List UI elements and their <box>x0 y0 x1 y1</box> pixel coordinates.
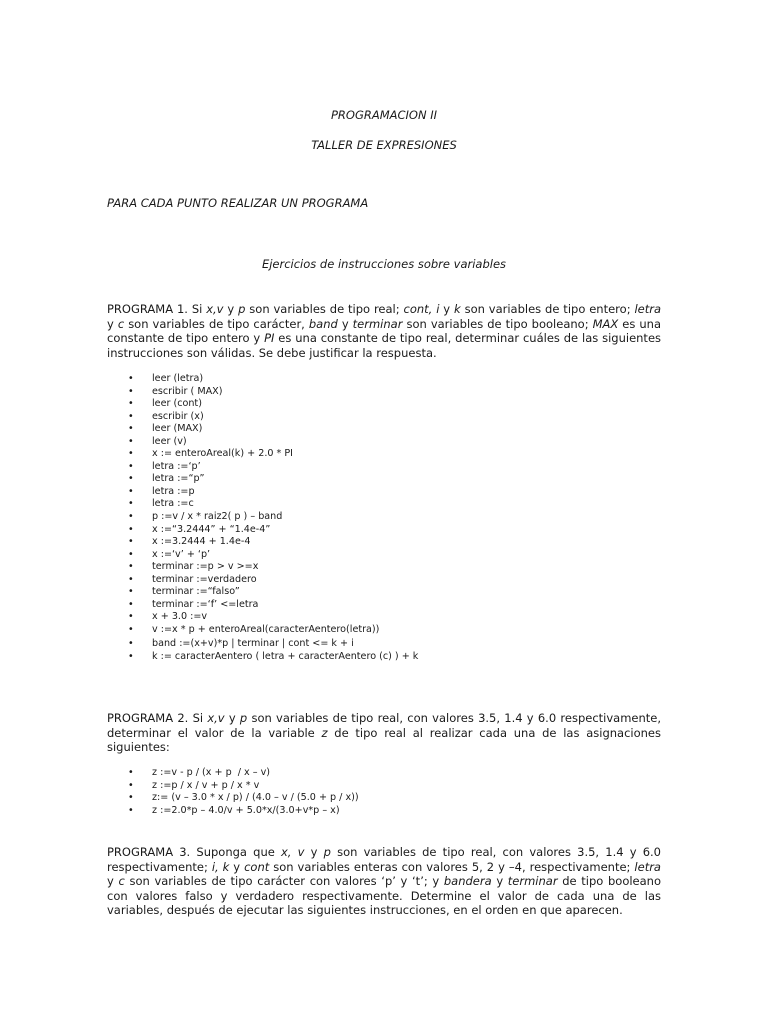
bullet-icon: • <box>128 651 134 663</box>
bullet-icon: • <box>128 385 134 397</box>
bullet-icon: • <box>128 410 134 422</box>
list-item: • z :=2.0*p – 4.0/v + 5.0*x/(3.0+v*p – x) <box>128 804 340 816</box>
programa-1-statement: PROGRAMA 1. Si x,v y p son variables de tipo real; cont, i y k son variables de tipo entero; letra y c son variables de tipo carácter, band y terminar son variables de tipo booleano; MAX es una constante de tipo entero y PI es una constante de tipo real, determinar cuáles de las siguientes instrucciones son válidas. Se debe justificar la respuesta. <box>107 302 662 360</box>
bullet-icon: • <box>128 573 134 585</box>
list-item: • x := enteroAreal(k) + 2.0 * PI <box>128 448 293 460</box>
bullet-icon: • <box>128 448 134 460</box>
bullet-icon: • <box>128 498 134 510</box>
programa-3-label: PROGRAMA 3. <box>107 845 191 859</box>
bullet-icon: • <box>128 779 134 791</box>
programa-1-instructions <box>128 373 418 664</box>
list-item: • band :=(x+v)*p | terminar | cont <= k + i <box>128 638 354 650</box>
list-item: • x :=“3.2444” + “1.4e-4” <box>128 523 271 535</box>
bullet-icon: • <box>128 398 134 410</box>
list-item: • z :=p / x / v + p / x * v <box>128 779 260 791</box>
list-item: • escribir (x) <box>128 410 204 422</box>
list-item: • terminar :=“falso” <box>128 586 240 598</box>
bullet-icon: • <box>128 511 134 523</box>
list-item: • k := caracterAentero ( letra + caracterAentero (c) ) + k <box>128 651 419 663</box>
list-item: • x :=‘v’ + ‘p’ <box>128 548 211 560</box>
list-item: • leer (MAX) <box>128 423 203 435</box>
list-item: • leer (v) <box>128 435 187 447</box>
list-item: • x + 3.0 :=v <box>128 611 208 623</box>
bullet-icon: • <box>128 767 134 778</box>
bullet-icon: • <box>128 611 134 623</box>
programa-1-label: PROGRAMA 1. <box>107 302 188 316</box>
bullet-icon: • <box>128 638 134 650</box>
bullet-icon: • <box>128 598 134 610</box>
workshop-title: TALLER DE EXPRESIONES <box>311 138 457 152</box>
bullet-icon: • <box>128 623 134 635</box>
list-item: • letra :=‘p’ <box>128 460 201 472</box>
list-item: • terminar :=p > v >=x <box>128 561 259 573</box>
list-item: • z:= (v – 3.0 * x / p) / (4.0 – v / (5.0 + p / x)) <box>128 792 359 804</box>
list-item: • letra :=p <box>128 485 195 497</box>
list-item: • v :=x * p + enteroAreal(caracterAentero(letra)) <box>128 623 380 635</box>
list-item: • terminar :=verdadero <box>128 573 257 585</box>
course-title: PROGRAMACION II <box>330 108 438 122</box>
list-item: • letra :=c <box>128 498 194 510</box>
bullet-icon: • <box>128 473 134 485</box>
bullet-icon: • <box>128 548 134 560</box>
bullet-icon: • <box>128 523 134 535</box>
list-item: • p :=v / x * raiz2( p ) – band <box>128 511 283 523</box>
exercises-subtitle: Ejercicios de instrucciones sobre variables <box>261 257 507 271</box>
bullet-icon: • <box>128 435 134 447</box>
list-item: • z :=v - p / (x + p / x – v) <box>128 767 271 778</box>
list-item: • escribir ( MAX) <box>128 385 223 397</box>
list-item: • leer (cont) <box>128 398 202 410</box>
programa-3-statement: PROGRAMA 3. Suponga que x, v y p son variables de tipo real, con valores 3.5, 1.4 y 6.0 respectivamente; i, k y cont son variables enteras con valores 5, 2 y –4, respectivamente; letra y c son variables de tipo carácter con valores ‘p’ y ‘t’; y bandera y terminar de tipo booleano con valores falso y verdadero respectivamente. Determine el valor de cada una de las variables, después de ejecutar las siguientes instrucciones, en el orden en que aparecen. <box>107 845 661 918</box>
programa-2-label: PROGRAMA 2. <box>107 711 189 725</box>
list-item: • terminar :=‘f’ <=letra <box>128 598 259 610</box>
instruction-heading: PARA CADA PUNTO REALIZAR UN PROGRAMA <box>107 196 369 210</box>
list-item: • leer (letra) <box>128 373 204 384</box>
programa-2-assignments <box>128 767 359 817</box>
bullet-icon: • <box>128 460 134 472</box>
bullet-icon: • <box>128 536 134 548</box>
bullet-icon: • <box>128 561 134 573</box>
bullet-icon: • <box>128 586 134 598</box>
bullet-icon: • <box>128 792 134 804</box>
bullet-icon: • <box>128 485 134 497</box>
bullet-icon: • <box>128 373 134 384</box>
list-item: • letra :=“p” <box>128 473 205 485</box>
list-item: • x :=3.2444 + 1.4e-4 <box>128 536 251 548</box>
bullet-icon: • <box>128 423 134 435</box>
bullet-icon: • <box>128 804 134 816</box>
programa-2-statement: PROGRAMA 2. Si x,v y p son variables de tipo real, con valores 3.5, 1.4 y 6.0 respectivamente, determinar el valor de la variable z de tipo real al realizar cada una de las asignaciones siguientes: <box>107 711 661 755</box>
